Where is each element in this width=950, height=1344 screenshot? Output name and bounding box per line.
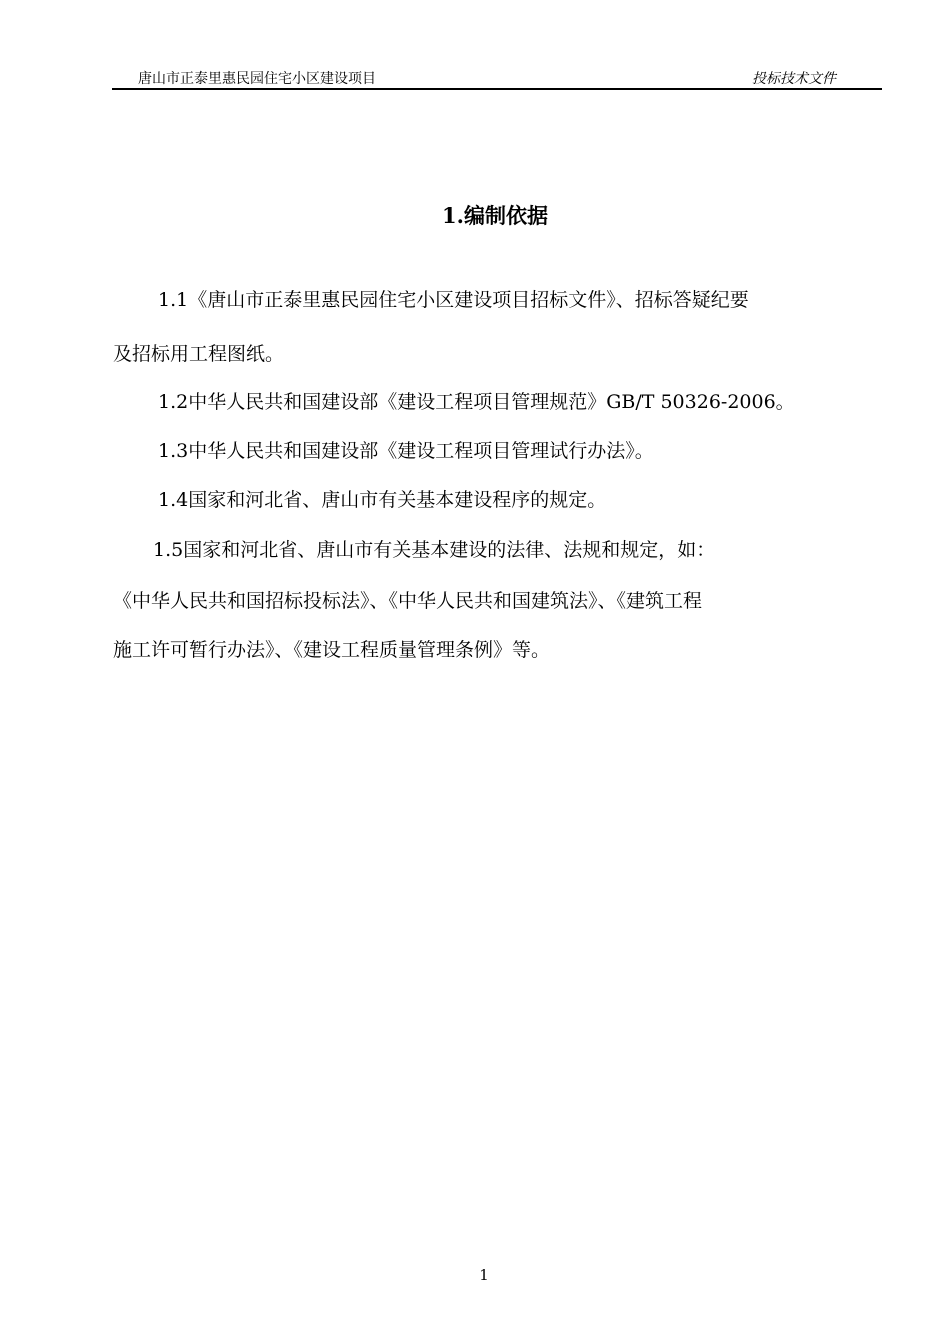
header-project-name: 唐山市正泰里惠民园住宅小区建设项目 xyxy=(138,71,376,87)
paragraph-1-5-line-3: 施工许可暂行办法》、《建设工程质量管理条例》等。 xyxy=(113,639,551,661)
header-document-type: 投标技术文件 xyxy=(752,71,836,87)
paragraph-1-1-line-1: 1.1《唐山市正泰里惠民园住宅小区建设项目招标文件》、招标答疑纪要 xyxy=(158,289,749,311)
paragraph-1-1-line-2: 及招标用工程图纸。 xyxy=(113,343,285,365)
paragraph-1-2: 1.2中华人民共和国建设部《建设工程项目管理规范》GB/T 50326-2006。 xyxy=(158,391,795,413)
paragraph-1-3: 1.3中华人民共和国建设部《建设工程项目管理试行办法》。 xyxy=(158,440,654,462)
page-header xyxy=(112,66,882,90)
paragraph-1-5-line-1: 1.5国家和河北省、唐山市有关基本建设的法律、法规和规定，如： xyxy=(153,539,716,561)
page-number: 1 xyxy=(479,1266,489,1284)
paragraph-1-4: 1.4国家和河北省、唐山市有关基本建设程序的规定。 xyxy=(158,489,607,511)
section-title: 1.编制依据 xyxy=(442,203,548,228)
paragraph-1-5-line-2: 《中华人民共和国招标投标法》、《中华人民共和国建筑法》、《建筑工程 xyxy=(113,590,703,612)
